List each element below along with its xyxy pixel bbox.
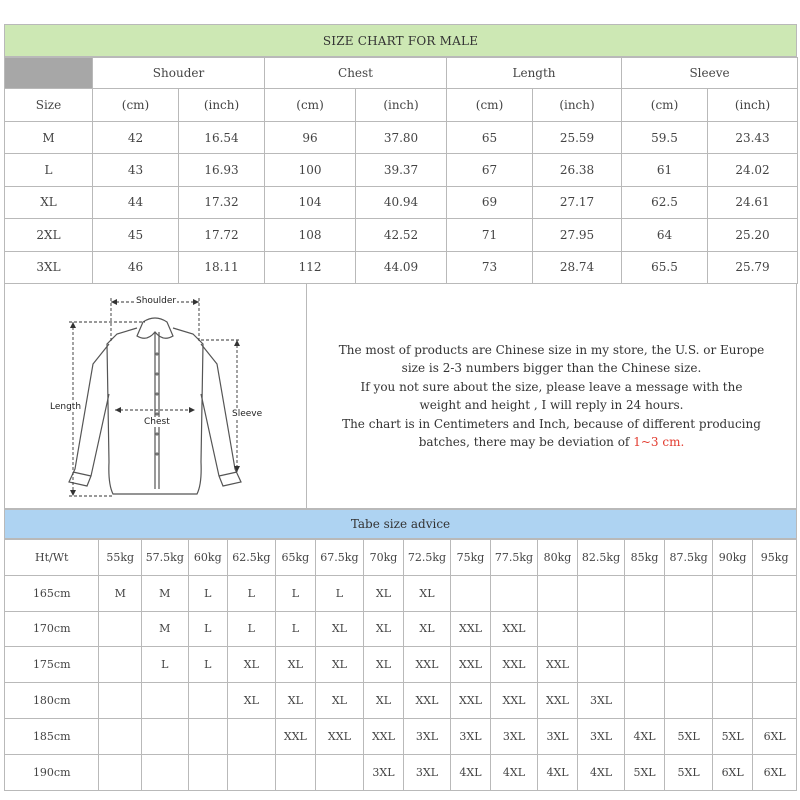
measurement-cell: 73 xyxy=(447,251,533,283)
advice-size-cell xyxy=(624,611,664,647)
measurement-cell: 44.09 xyxy=(356,251,447,283)
notice-line xyxy=(419,433,685,452)
advice-size-cell: XL xyxy=(316,647,364,683)
advice-size-cell xyxy=(712,683,752,719)
unit-header: (inch) xyxy=(708,89,798,122)
advice-size-cell: L xyxy=(141,647,188,683)
advice-size-cell xyxy=(665,647,713,683)
group-header-length: Length xyxy=(447,58,622,89)
advice-size-cell xyxy=(624,575,664,611)
advice-header-row xyxy=(5,540,797,576)
notice-line: size is 2-3 numbers bigger than the Chinese size. xyxy=(401,361,702,375)
advice-size-cell: 4XL xyxy=(491,754,538,790)
measurement-cell: 25.59 xyxy=(533,122,622,154)
weight-header-cell: 87.5kg xyxy=(665,540,713,576)
weight-header-cell: 60kg xyxy=(188,540,227,576)
measurement-cell: 27.95 xyxy=(533,219,622,251)
size-chart-row xyxy=(5,154,798,186)
weight-header-cell: 57.5kg xyxy=(141,540,188,576)
advice-size-cell: 3XL xyxy=(404,718,451,754)
advice-size-cell xyxy=(99,611,141,647)
measurement-cell: 28.74 xyxy=(533,251,622,283)
height-label-cell: 180cm xyxy=(5,683,99,719)
notice-line-prefix: batches, there may be deviation of xyxy=(418,435,630,449)
measurement-cell: 24.61 xyxy=(708,186,798,218)
measurement-cell: 39.37 xyxy=(356,154,447,186)
measurement-cell: 59.5 xyxy=(622,122,708,154)
measurement-cell: 16.54 xyxy=(179,122,265,154)
measurement-cell: 96 xyxy=(265,122,356,154)
advice-size-cell xyxy=(578,611,625,647)
advice-size-cell xyxy=(578,647,625,683)
advice-size-cell: XXL xyxy=(491,611,538,647)
advice-size-cell: L xyxy=(227,575,275,611)
measurement-cell: 46 xyxy=(93,251,179,283)
advice-size-cell: 5XL xyxy=(624,754,664,790)
size-column-header: Size xyxy=(5,89,93,122)
size-advice-title: Tabe size advice xyxy=(4,509,797,539)
measurement-cell: 26.38 xyxy=(533,154,622,186)
advice-size-cell: XL xyxy=(363,611,403,647)
unit-header: (inch) xyxy=(356,89,447,122)
advice-size-cell: 6XL xyxy=(753,754,797,790)
measurement-cell: 27.17 xyxy=(533,186,622,218)
unit-header: (inch) xyxy=(533,89,622,122)
height-label-cell: 175cm xyxy=(5,647,99,683)
measurement-cell: 24.02 xyxy=(708,154,798,186)
advice-size-cell xyxy=(141,683,188,719)
advice-size-cell: 5XL xyxy=(665,754,713,790)
advice-size-cell xyxy=(578,575,625,611)
advice-row xyxy=(5,683,797,719)
measurement-cell: 25.20 xyxy=(708,219,798,251)
group-header-chest: Chest xyxy=(265,58,447,89)
advice-size-cell: XXL xyxy=(491,683,538,719)
advice-row xyxy=(5,718,797,754)
measurement-cell: 64 xyxy=(622,219,708,251)
advice-size-cell: 4XL xyxy=(450,754,490,790)
advice-corner-cell: Ht/Wt xyxy=(5,540,99,576)
advice-size-cell: XXL xyxy=(404,647,451,683)
advice-size-cell: XL xyxy=(275,683,315,719)
unit-header: (cm) xyxy=(447,89,533,122)
advice-size-cell: XL xyxy=(404,611,451,647)
weight-header-cell: 75kg xyxy=(450,540,490,576)
measurement-cell: 42 xyxy=(93,122,179,154)
advice-size-cell: L xyxy=(188,611,227,647)
measurement-cell: 69 xyxy=(447,186,533,218)
advice-size-cell xyxy=(537,611,577,647)
weight-header-cell: 72.5kg xyxy=(404,540,451,576)
weight-header-cell: 82.5kg xyxy=(578,540,625,576)
measurement-cell: 43 xyxy=(93,154,179,186)
advice-size-cell: XXL xyxy=(316,718,364,754)
weight-header-cell: 90kg xyxy=(712,540,752,576)
notice-line: weight and height , I will reply in 24 hours. xyxy=(419,398,684,412)
measurement-cell: 16.93 xyxy=(179,154,265,186)
advice-size-cell xyxy=(753,683,797,719)
advice-size-cell xyxy=(665,611,713,647)
advice-size-cell: XL xyxy=(363,647,403,683)
header-corner-cell xyxy=(5,58,93,89)
advice-row xyxy=(5,575,797,611)
measurement-cell: 42.52 xyxy=(356,219,447,251)
weight-header-cell: 65kg xyxy=(275,540,315,576)
unit-header: (cm) xyxy=(622,89,708,122)
group-header-sleeve: Sleeve xyxy=(622,58,798,89)
size-label-cell: 3XL xyxy=(5,251,93,283)
height-label-cell: 185cm xyxy=(5,718,99,754)
advice-size-cell: XL xyxy=(227,647,275,683)
deviation-highlight: 1~3 cm. xyxy=(633,435,685,449)
advice-row xyxy=(5,754,797,790)
advice-size-cell: M xyxy=(141,611,188,647)
advice-size-cell xyxy=(316,754,364,790)
advice-size-cell: 3XL xyxy=(363,754,403,790)
notice-line: The chart is in Centimeters and Inch, because of different producing xyxy=(342,416,761,431)
size-chart-row xyxy=(5,251,798,283)
measurement-cell: 23.43 xyxy=(708,122,798,154)
advice-size-cell xyxy=(624,647,664,683)
group-header-shoulder: Shouder xyxy=(93,58,265,89)
advice-size-cell xyxy=(712,647,752,683)
size-notice-text xyxy=(307,284,796,508)
advice-size-cell: 6XL xyxy=(712,754,752,790)
weight-header-cell: 77.5kg xyxy=(491,540,538,576)
advice-size-cell xyxy=(753,647,797,683)
advice-size-cell: XXL xyxy=(537,647,577,683)
diagram-label-length: Length xyxy=(50,402,82,412)
size-chart-row xyxy=(5,186,798,218)
advice-size-cell: XXL xyxy=(363,718,403,754)
advice-size-cell xyxy=(99,718,141,754)
advice-size-cell xyxy=(99,647,141,683)
advice-size-cell xyxy=(227,718,275,754)
diagram-label-shoulder: Shoulder xyxy=(136,296,177,306)
advice-size-cell: 3XL xyxy=(404,754,451,790)
diagram-label-sleeve: Sleeve xyxy=(232,409,263,419)
advice-size-cell: XXL xyxy=(450,611,490,647)
measurement-cell: 45 xyxy=(93,219,179,251)
advice-size-cell xyxy=(275,754,315,790)
advice-row xyxy=(5,611,797,647)
advice-size-cell: XXL xyxy=(491,647,538,683)
advice-size-cell: L xyxy=(188,575,227,611)
size-chart-title: SIZE CHART FOR MALE xyxy=(4,24,797,57)
unit-header: (cm) xyxy=(265,89,356,122)
measurement-cell: 40.94 xyxy=(356,186,447,218)
height-label-cell: 190cm xyxy=(5,754,99,790)
size-chart-row xyxy=(5,219,798,251)
measurement-cell: 108 xyxy=(265,219,356,251)
size-label-cell: 2XL xyxy=(5,219,93,251)
advice-size-cell: 4XL xyxy=(537,754,577,790)
notice-line: If you not sure about the size, please leave a message with the xyxy=(360,379,743,394)
measurement-cell: 62.5 xyxy=(622,186,708,218)
measurement-cell: 44 xyxy=(93,186,179,218)
advice-size-cell xyxy=(450,575,490,611)
weight-header-cell: 62.5kg xyxy=(227,540,275,576)
advice-size-cell xyxy=(141,718,188,754)
weight-header-cell: 67.5kg xyxy=(316,540,364,576)
size-label-cell: L xyxy=(5,154,93,186)
measurement-cell: 104 xyxy=(265,186,356,218)
weight-header-cell: 70kg xyxy=(363,540,403,576)
advice-size-cell: M xyxy=(99,575,141,611)
height-label-cell: 165cm xyxy=(5,575,99,611)
advice-size-cell: XL xyxy=(404,575,451,611)
advice-size-cell: 3XL xyxy=(491,718,538,754)
advice-size-cell: L xyxy=(188,647,227,683)
weight-header-cell: 80kg xyxy=(537,540,577,576)
measurement-cell: 65.5 xyxy=(622,251,708,283)
advice-size-cell xyxy=(99,683,141,719)
advice-row xyxy=(5,647,797,683)
size-chart-row xyxy=(5,122,798,154)
measurement-cell: 61 xyxy=(622,154,708,186)
measurement-cell: 67 xyxy=(447,154,533,186)
advice-size-cell xyxy=(712,611,752,647)
advice-size-cell: XXL xyxy=(537,683,577,719)
advice-size-cell: M xyxy=(141,575,188,611)
size-chart-group-row xyxy=(5,58,798,89)
advice-size-cell: 6XL xyxy=(753,718,797,754)
advice-size-cell xyxy=(188,754,227,790)
info-panel xyxy=(4,283,797,509)
advice-size-cell: 3XL xyxy=(450,718,490,754)
advice-size-cell: XXL xyxy=(275,718,315,754)
advice-size-cell: 3XL xyxy=(578,683,625,719)
advice-size-cell: 5XL xyxy=(712,718,752,754)
shirt-measurement-diagram xyxy=(5,284,307,508)
advice-size-cell: 5XL xyxy=(665,718,713,754)
diagram-label-chest: Chest xyxy=(144,417,170,427)
measurement-cell: 37.80 xyxy=(356,122,447,154)
measurement-cell: 17.32 xyxy=(179,186,265,218)
size-label-cell: XL xyxy=(5,186,93,218)
measurement-cell: 65 xyxy=(447,122,533,154)
advice-size-cell: L xyxy=(275,575,315,611)
advice-size-cell xyxy=(491,575,538,611)
weight-header-cell: 85kg xyxy=(624,540,664,576)
advice-size-cell: XL xyxy=(316,611,364,647)
advice-size-cell: XL xyxy=(275,647,315,683)
advice-size-cell: XL xyxy=(363,575,403,611)
advice-size-cell xyxy=(624,683,664,719)
advice-size-cell xyxy=(188,718,227,754)
height-label-cell: 170cm xyxy=(5,611,99,647)
unit-header: (cm) xyxy=(93,89,179,122)
measurement-cell: 100 xyxy=(265,154,356,186)
advice-size-cell: XXL xyxy=(450,683,490,719)
advice-size-cell: L xyxy=(316,575,364,611)
advice-size-cell xyxy=(753,575,797,611)
advice-size-cell xyxy=(227,754,275,790)
advice-size-cell xyxy=(753,611,797,647)
measurement-cell: 25.79 xyxy=(708,251,798,283)
advice-size-cell xyxy=(665,575,713,611)
advice-size-cell: L xyxy=(275,611,315,647)
advice-size-cell: L xyxy=(227,611,275,647)
weight-header-cell: 55kg xyxy=(99,540,141,576)
notice-line: The most of products are Chinese size in my store, the U.S. or Europe xyxy=(338,342,765,357)
measurement-cell: 17.72 xyxy=(179,219,265,251)
advice-size-cell xyxy=(99,754,141,790)
advice-size-cell xyxy=(712,575,752,611)
measurement-cell: 18.11 xyxy=(179,251,265,283)
advice-size-cell: XL xyxy=(363,683,403,719)
unit-header: (inch) xyxy=(179,89,265,122)
advice-size-cell xyxy=(665,683,713,719)
size-chart-unit-row xyxy=(5,89,798,122)
weight-header-cell: 95kg xyxy=(753,540,797,576)
shirt-illustration xyxy=(5,284,306,508)
advice-size-cell: 3XL xyxy=(578,718,625,754)
advice-size-cell xyxy=(188,683,227,719)
size-chart-table xyxy=(4,57,798,284)
advice-size-cell xyxy=(537,575,577,611)
advice-size-cell: 4XL xyxy=(624,718,664,754)
advice-size-cell xyxy=(141,754,188,790)
advice-size-cell: 4XL xyxy=(578,754,625,790)
measurement-cell: 71 xyxy=(447,219,533,251)
size-label-cell: M xyxy=(5,122,93,154)
advice-size-cell: XXL xyxy=(450,647,490,683)
advice-size-cell: XL xyxy=(316,683,364,719)
measurement-cell: 112 xyxy=(265,251,356,283)
advice-size-cell: XXL xyxy=(404,683,451,719)
advice-size-cell: 3XL xyxy=(537,718,577,754)
advice-size-cell: XL xyxy=(227,683,275,719)
size-advice-table xyxy=(4,539,797,791)
